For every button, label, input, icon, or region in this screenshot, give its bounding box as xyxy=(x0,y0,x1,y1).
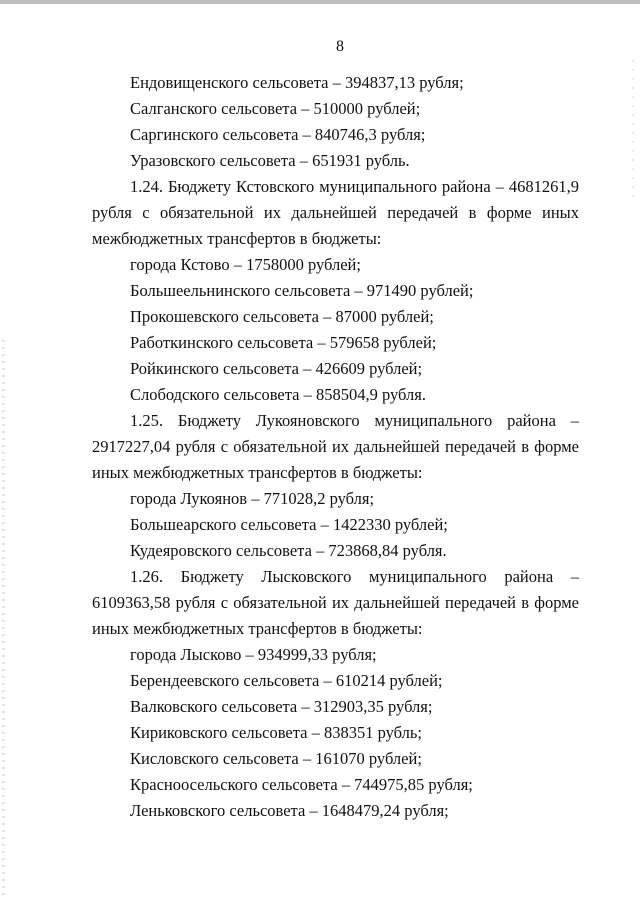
list-item: Кисловского сельсовета – 161070 рублей; xyxy=(130,749,422,768)
list-item: Валковского сельсовета – 312903,35 рубля; xyxy=(130,697,433,716)
list-item: Саргинского сельсовета – 840746,3 рубля; xyxy=(130,125,426,144)
list-item: Кириковского сельсовета – 838351 рубль; xyxy=(130,723,422,742)
list-item: Большеарского сельсовета – 1422330 рублей; xyxy=(130,515,448,534)
list-item: города Кстово – 1758000 рублей; xyxy=(130,255,361,274)
list-item: города Лукоянов – 771028,2 рубля; xyxy=(130,489,375,508)
list-item: Кудеяровского сельсовета – 723868,84 рубля. xyxy=(130,541,447,560)
list-item: Салганского сельсовета – 510000 рублей; xyxy=(130,99,421,118)
list-item: Прокошевского сельсовета – 87000 рублей; xyxy=(130,307,434,326)
list-item: Слободского сельсовета – 858504,9 рубля. xyxy=(130,385,426,404)
list-item: Ендовищенского сельсовета – 394837,13 рубля; xyxy=(130,73,464,92)
list-item: Работкинского сельсовета – 579658 рублей; xyxy=(130,333,437,352)
document-body xyxy=(92,70,579,824)
scan-top-edge xyxy=(0,0,640,4)
list-item: Берендеевского сельсовета – 610214 рублей; xyxy=(130,671,443,690)
scan-artifact-left xyxy=(2,340,5,900)
list-item: Леньковского сельсовета – 1648479,24 рубля; xyxy=(130,801,449,820)
list-item: Ройкинского сельсовета – 426609 рублей; xyxy=(130,359,423,378)
section-paragraph: 1.24. Бюджету Кстовского муниципального района – 4681261,9 рубля с обязательной их дальнейшей передачей в форме иных межбюджетных трансфертов в бюджеты: xyxy=(92,177,579,248)
list-item: города Лысково – 934999,33 рубля; xyxy=(130,645,377,664)
section-paragraph: 1.26. Бюджету Лысковского муниципального района – 6109363,58 рубля с обязательной их дальнейшей передачей в форме иных межбюджетных трансфертов в бюджеты: xyxy=(92,567,579,638)
page-number: 8 xyxy=(336,38,344,55)
section-paragraph: 1.25. Бюджету Лукояновского муниципального района – 2917227,04 рубля с обязательной их дальнейшей передачей в форме иных межбюджетных трансфертов в бюджеты: xyxy=(92,411,579,482)
list-item: Красноосельского сельсовета – 744975,85 рубля; xyxy=(130,775,473,794)
list-item: Уразовского сельсовета – 651931 рубль. xyxy=(130,151,410,170)
scan-artifact-right xyxy=(632,60,634,200)
list-item: Большеельнинского сельсовета – 971490 рублей; xyxy=(130,281,474,300)
